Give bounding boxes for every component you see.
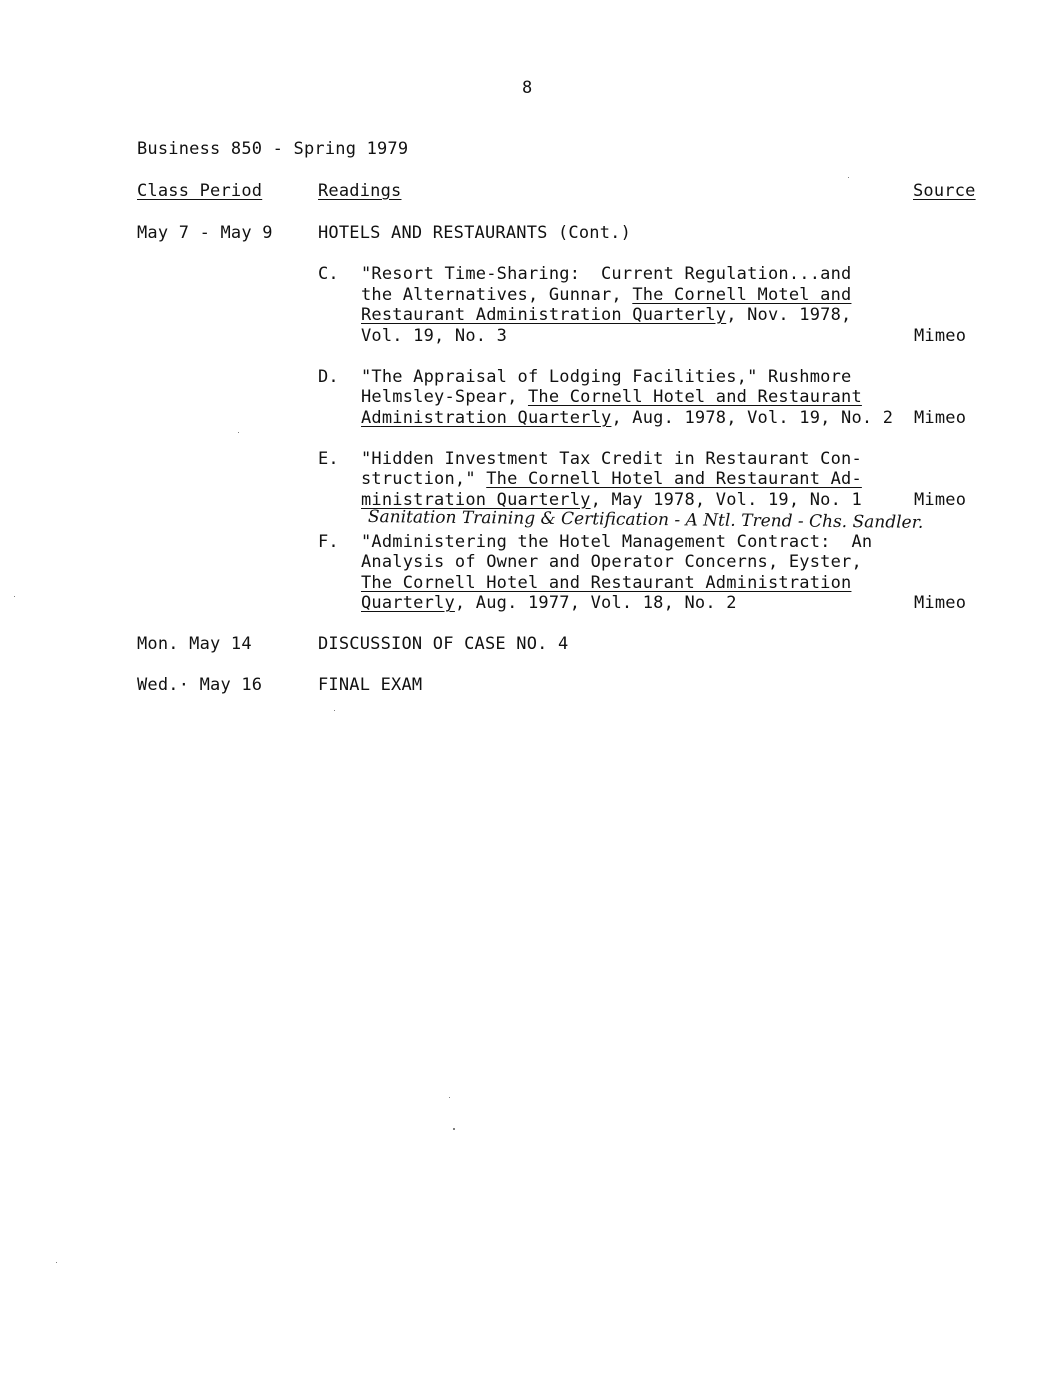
journal-title: The Cornell Motel and (632, 285, 852, 305)
item-line: "The Appraisal of Lodging Facilities," Rushmore (361, 367, 852, 387)
item-text: the Alternatives, Gunnar, (361, 285, 633, 305)
item-text: , May 1978, Vol. 19, No. 1 (590, 490, 862, 510)
item-line (361, 305, 851, 326)
course-header: Business 850 - Spring 1979 (137, 139, 409, 159)
journal-title: ministration Quarterly (361, 490, 591, 510)
scan-speck (449, 1097, 450, 1098)
item-text: struction," (361, 469, 487, 489)
topic-hotels-restaurants: HOTELS AND RESTAURANTS (Cont.) (318, 223, 632, 243)
item-line: "Resort Time-Sharing: Current Regulation...and (361, 264, 852, 284)
journal-title: The Cornell Hotel and Restaurant (527, 387, 862, 407)
item-line (361, 408, 893, 429)
item-line (361, 469, 862, 490)
journal-title: Administration Quarterly (361, 408, 612, 428)
item-text: , Nov. 1978, (726, 305, 852, 325)
scan-speck (334, 710, 335, 711)
item-letter: F. (318, 532, 339, 552)
item-line: "Administering the Hotel Management Contract: An (361, 532, 873, 552)
item-line (361, 387, 862, 408)
item-line: "Hidden Investment Tax Credit in Restaurant Con- (361, 449, 862, 469)
scan-speck (238, 432, 239, 433)
period-mon-may14: Mon. May 14 (137, 634, 252, 654)
item-line (361, 285, 851, 306)
item-source: Mimeo (914, 326, 967, 346)
scan-speck (453, 1128, 455, 1130)
scan-speck (56, 1262, 57, 1263)
handwritten-note: Sanitation Training & Certification - A Ntl. Trend - Chs. Sandler. (367, 507, 924, 533)
item-source: Mimeo (914, 490, 967, 510)
topic-discussion-case: DISCUSSION OF CASE NO. 4 (318, 634, 569, 654)
journal-title: Restaurant Administration Quarterly (361, 305, 727, 325)
item-text: , Aug. 1978, Vol. 19, No. 2 (611, 408, 894, 428)
item-text: , Aug. 1977, Vol. 18, No. 2 (454, 593, 737, 613)
page-number: 8 (522, 78, 533, 98)
item-source: Mimeo (914, 408, 967, 428)
scan-speck (848, 177, 849, 178)
item-source: Mimeo (914, 593, 967, 613)
period-wed-may16: Wed.· May 16 (137, 675, 263, 695)
journal-title: The Cornell Hotel and Restaurant Administration (361, 573, 852, 593)
column-header-source: Source (913, 181, 976, 201)
period-may7-may9: May 7 - May 9 (137, 223, 273, 243)
journal-title: Quarterly (361, 593, 455, 613)
item-letter: C. (318, 264, 339, 284)
journal-title: The Cornell Hotel and Restaurant Ad- (486, 469, 862, 489)
column-header-class-period: Class Period (137, 181, 263, 201)
item-line (361, 593, 737, 614)
column-header-readings: Readings (318, 181, 402, 201)
item-letter: E. (318, 449, 339, 469)
item-letter: D. (318, 367, 339, 387)
topic-final-exam: FINAL EXAM (318, 675, 423, 695)
item-text: Helmsley-Spear, (361, 387, 528, 407)
item-line: Vol. 19, No. 3 (361, 326, 508, 346)
item-line: Analysis of Owner and Operator Concerns, Eyster, (361, 552, 862, 572)
scan-speck (14, 596, 15, 597)
